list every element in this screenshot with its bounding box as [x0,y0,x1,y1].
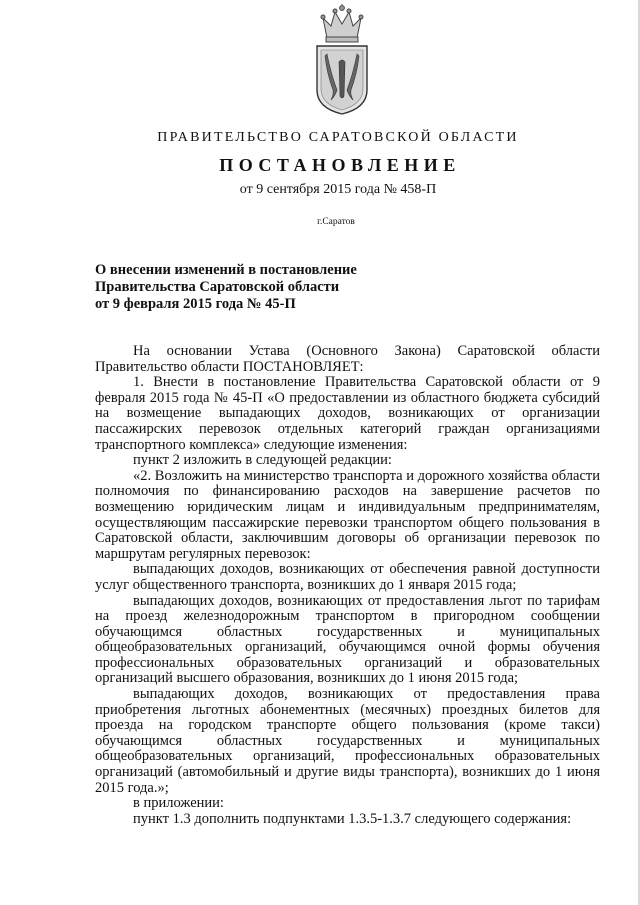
body-paragraph: пункт 2 изложить в следующей редакции: [133,452,392,469]
subject-line-3: от 9 февраля 2015 года № 45-П [95,296,296,312]
body-paragraph: 1. Внести в постановление Правительства Саратовской области от 9 февраля 2015 года № 45-П «О предоставлении из областного бюджета субсидий на возмещение выпадающих доходов, возникающих от организации пассажирских перевозок отдельных категорий граждан организациями транспортного комплекса» следующие изменения: [95,374,600,453]
document-subject [95,262,357,313]
document-body [95,344,600,827]
body-paragraph: пункт 1.3 дополнить подпунктами 1.3.5-1.3.7 следующего содержания: [133,810,572,827]
body-paragraph: выпадающих доходов, возникающих от предоставления права приобретения льготных абонементных (месячных) проездных билетов для проезда на городском транспорте общего пользования (кроме такси) обучающимся областных государственных и муниципальных общеобразовательных организаций, профессиональных образовательных организаций (автомобильный и другие виды транспорта), возникших до 1 июня 2015 года.»; [95,686,600,796]
body-paragraph: На основании Устава (Основного Закона) Саратовской области Правительство области ПОСТАНОВЛЯЕТ: [95,343,600,375]
body-paragraph: выпадающих доходов, возникающих от предоставления льгот по тарифам на проезд железнодорожным транспортом в пригородном сообщении обучающимся областных государственных и муниципальных общеобразовательных организаций, обучающимся очной формы обучения профессиональных образовательных организаций и образовательных организаций высшего образования, возникших до 1 июня 2015 года; [95,592,600,687]
document-date-number: от 9 сентября 2015 года № 458-П [239,182,437,197]
government-title: ПРАВИТЕЛЬСТВО САРАТОВСКОЙ ОБЛАСТИ [157,130,519,145]
subject-line-1: О внесении изменений в постановление [95,262,357,278]
body-paragraph: выпадающих доходов, возникающих от обеспечения равной доступности услуг общественного транспорта, возникших до 1 января 2015 года; [95,561,600,593]
coat-of-arms-icon [303,4,381,116]
document-city: г.Саратов [317,217,355,227]
subject-line-2: Правительства Саратовской области [95,279,340,295]
body-paragraph: «2. Возложить на министерство транспорта и дорожного хозяйства области полномочия по финансированию расходов на завершение расчетов по возмещению юридическим лицам и индивидуальным предпринимателям, осуществляющим пассажирские перевозки транспортом общего пользования в Саратовской области, заключившим договоры об организации перевозок по маршрутам регулярных перевозок: [95,467,600,562]
document-type-heading: ПОСТАНОВЛЕНИЕ [219,155,461,175]
body-paragraph: в приложении: [133,795,224,812]
